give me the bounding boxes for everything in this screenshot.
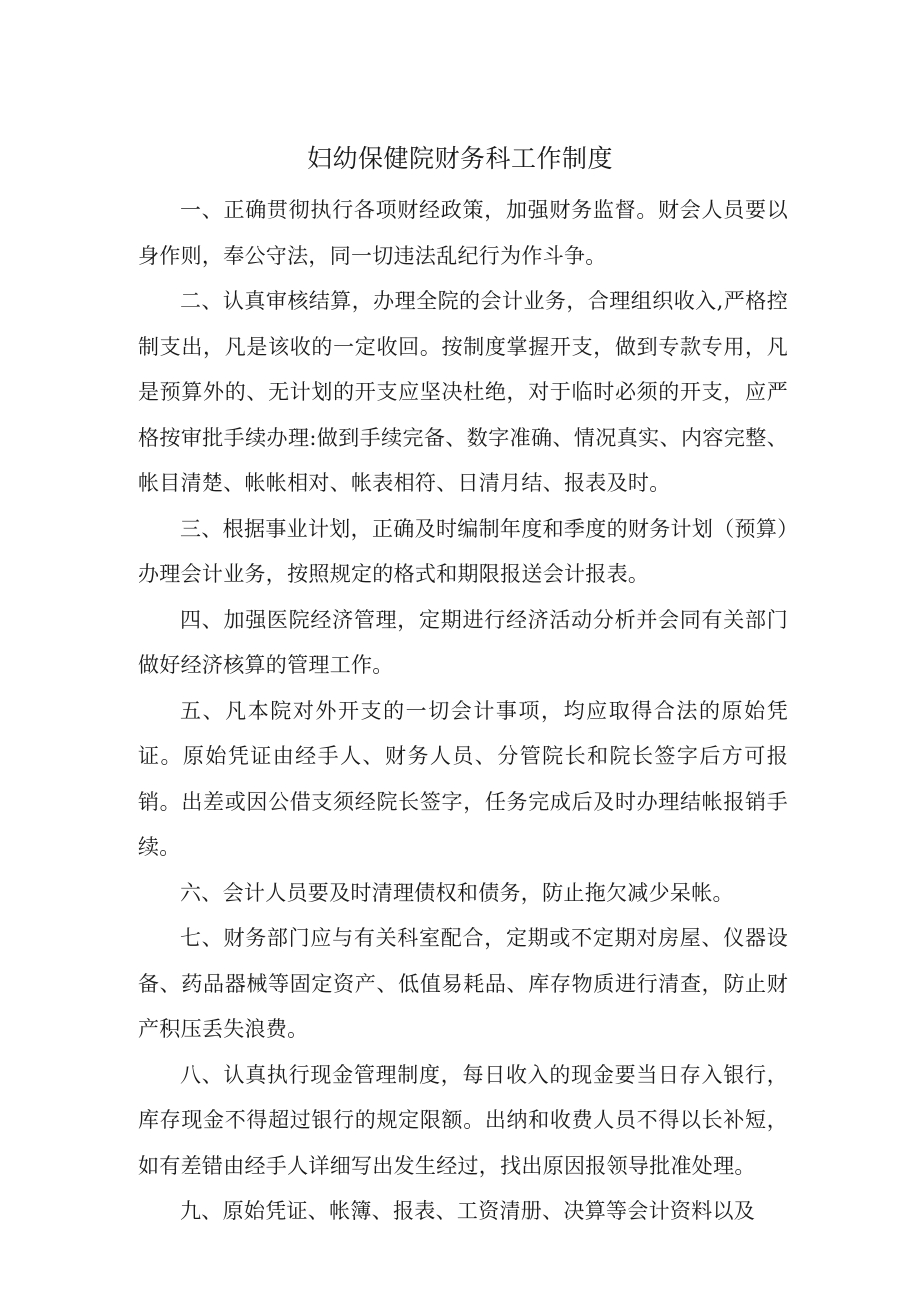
paragraph-7: 七、财务部门应与有关科室配合，定期或不定期对房屋、仪器设备、药品器械等固定资产、低值易耗品、库存物质进行清查，防止财产积压丢失浪费。 bbox=[138, 926, 788, 1041]
paragraph-1: 一、正确贯彻执行各项财经政策，加强财务监督。财会人员要以身作则，奉公守法，同一切违法乱纪行为作斗争。 bbox=[138, 198, 788, 268]
paragraph-9: 九、原始凭证、帐簿、报表、工资清册、决算等会计资料以及 bbox=[180, 1199, 756, 1223]
paragraph-6: 六、会计人员要及时清理债权和债务，防止拖欠减少呆帐。 bbox=[180, 880, 734, 905]
paragraph-3: 三、根据事业计划，正确及时编制年度和季度的财务计划（预算）办理会计业务，按照规定的格式和期限报送会计报表。 bbox=[138, 516, 788, 586]
document-title: 妇幼保健院财务科工作制度 bbox=[306, 144, 613, 173]
document-body bbox=[138, 188, 788, 1235]
paragraph-4: 四、加强医院经济管理，定期进行经济活动分析并会同有关部门做好经济核算的管理工作。 bbox=[138, 607, 788, 677]
paragraph-5: 五、凡本院对外开支的一切会计事项，均应取得合法的原始凭证。原始凭证由经手人、财务人员、分管院长和院长签字后方可报销。出差或因公借支须经院长签字，任务完成后及时办理结帐报销手续。 bbox=[138, 698, 788, 859]
paragraph-2: 二、认真审核结算，办理全院的会计业务，合理组织收入,严格控制支出，凡是该收的一定收回。按制度掌握开支，做到专款专用，凡是预算外的、无计划的开支应坚决杜绝，对于临时必须的开支，应严格按审批手续办理:做到手续完备、数字准确、情况真实、内容完整、帐目清楚、帐帐相对、帐表相符、日清月结、报表及时。 bbox=[138, 289, 788, 495]
paragraph-8: 八、认真执行现金管理制度，每日收入的现金要当日存入银行，库存现金不得超过银行的规定限额。出纳和收费人员不得以长补短，如有差错由经手人详细写出发生经过，找出原因报领导批准处理。 bbox=[138, 1062, 788, 1178]
